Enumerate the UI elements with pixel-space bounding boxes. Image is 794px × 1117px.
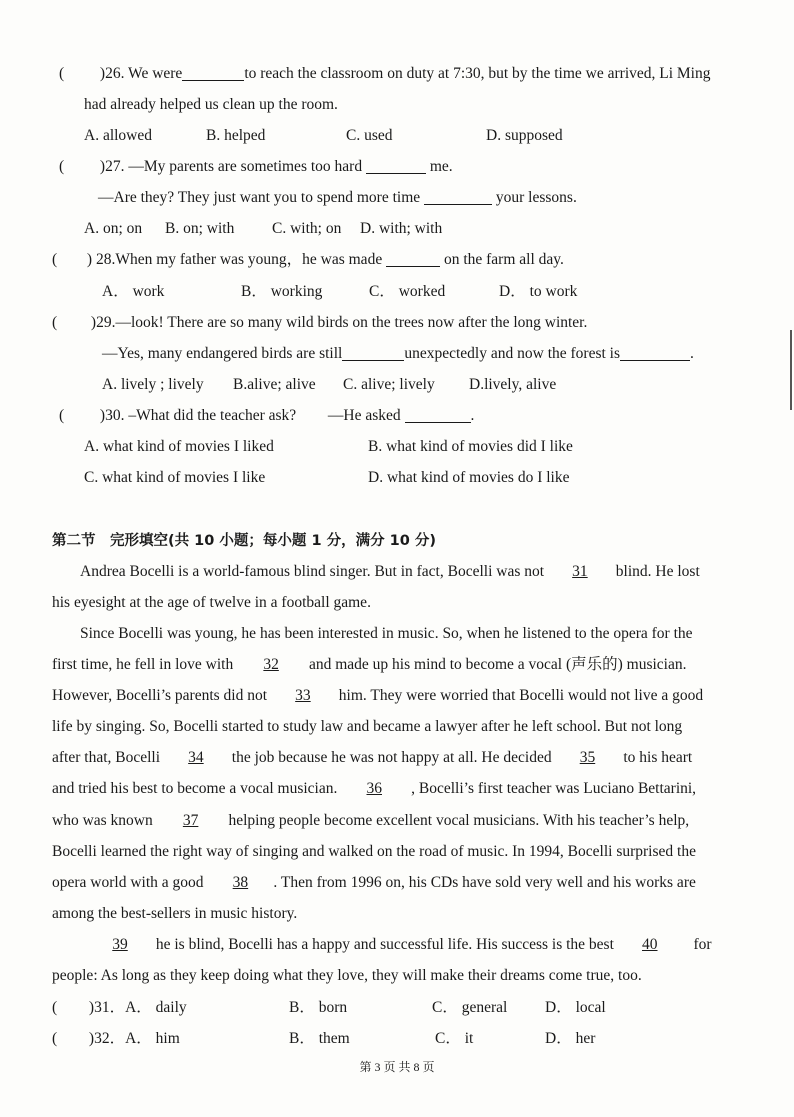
q27-stem-a: )27. —My parents are sometimes too hard [99,158,363,175]
q26-stem-line1 [59,64,711,84]
q31-option-d: D． local [545,999,606,1016]
q30-stem-c: . [470,407,475,424]
q28-stem-a: ) 28.When my father was young，he was made [86,251,383,268]
q28-blank [386,250,440,267]
q32-option-a: )32．A． him [88,1030,180,1047]
q30-stem-line1 [59,406,474,426]
q27-option-a: A. on; on [84,220,143,237]
q31-paren: ( [52,999,58,1016]
passage-p2-line2 [52,655,687,675]
passage-text: for [693,936,712,953]
q29-stem-line2 [102,344,694,364]
q30-stem-b: —He asked [327,407,401,424]
q27-option-c: C. with; on [272,220,342,237]
passage-text: Andrea Bocelli is a world-famous blind singer. But in fact, Bocelli was not [80,563,545,580]
q30-option-a: A. what kind of movies I liked [84,438,274,455]
passage-p2-line1: Since Bocelli was young, he has been interested in music. So, when he listened to the opera for the [80,625,693,642]
passage-p3-line2: people: As long as they keep doing what they love, they will make their dreams come true, too. [52,967,642,984]
q31-option-a: )31．A． daily [88,999,187,1016]
passage-text: who was known [52,812,153,829]
q27-stem-d: your lessons. [495,189,577,206]
passage-text: the job because he was not happy at all. He decided [231,749,552,766]
passage-p2-line6 [52,779,696,799]
q28-paren: ( [52,251,58,268]
q29-option-b: B.alive; alive [233,376,316,393]
q28-stem-b: on the farm all day. [443,251,564,268]
q26-option-a: A. allowed [84,127,153,144]
passage-p2-line3 [52,686,703,706]
blank-31: 31 [572,563,588,580]
passage-text: after that, Bocelli [52,749,161,766]
passage-text: However, Bocelli’s parents did not [52,687,268,704]
q29-stem-d: . [690,345,694,362]
passage-p2-line10: among the best-sellers in music history. [52,905,298,922]
q30-paren: ( [59,407,65,424]
passage-p1-line2: his eyesight at the age of twelve in a football game. [52,594,371,611]
q29-paren: ( [52,314,58,331]
q30-option-d: D. what kind of movies do I like [368,469,570,486]
q29-option-a: A. lively ; lively [102,376,204,393]
passage-text: him. They were worried that Bocelli would not live a good [338,687,704,704]
q30-stem-a: )30. –What did the teacher ask? [99,407,297,424]
passage-text: he is blind, Bocelli has a happy and successful life. His success is the best [155,936,614,953]
q26-blank [182,64,244,81]
passage-text: to his heart [623,749,693,766]
q26-option-b: B. helped [206,127,266,144]
q32-option-b: B． them [289,1030,350,1047]
passage-p2-line7 [52,811,689,831]
q27-paren: ( [59,158,65,175]
q27-stem-b: me. [429,158,453,175]
q28-option-b: B． working [241,283,323,300]
q32-option-d: D． her [545,1030,596,1047]
passage-text: , Bocelli’s first teacher was Luciano Bettarini, [411,780,697,797]
q27-stem-line2 [98,188,577,208]
blank-33: 33 [295,687,311,704]
scan-edge [790,330,792,410]
q26-option-d: D. supposed [486,127,563,144]
q29-stem-line1 [52,313,587,333]
passage-p2-line8: Bocelli learned the right way of singing and walked on the road of music. In 1994, Bocelli surprised the [52,843,696,860]
q29-blank2 [620,344,690,361]
q28-stem-line1 [52,250,564,270]
passage-p2-line9 [52,873,696,893]
blank-34: 34 [188,749,204,766]
q28-option-c: C． worked [369,283,446,300]
q27-stem-c: —Are they? They just want you to spend more time [98,189,421,206]
blank-39: 39 [112,936,128,953]
q31-row [52,998,187,1018]
q32-row [52,1029,180,1049]
page-footer: 第 3 页 共 8 页 [359,1060,435,1074]
q29-stem-c: unexpectedly and now the forest is [404,345,621,362]
q30-blank [405,406,471,423]
blank-38: 38 [232,874,249,891]
q29-option-d: D.lively, alive [469,376,557,393]
q27-stem-line1 [59,157,453,177]
passage-p1-line1 [80,562,700,582]
passage-text: and tried his best to become a vocal musician. [52,780,338,797]
q31-option-b: B． born [289,999,348,1016]
passage-p2-line5 [52,748,692,768]
q32-option-c: C． it [435,1030,474,1047]
q30-option-b: B. what kind of movies did I like [368,438,573,455]
blank-37: 37 [182,812,199,829]
section-heading: 第二节 完形填空(共 10 小题；每小题 1 分，满分 10 分) [52,533,436,549]
q26-paren: ( [59,65,65,82]
passage-text: blind. He lost [615,563,700,580]
q26-option-c: C. used [346,127,393,144]
q29-blank1 [342,344,404,361]
q29-option-c: C. alive; lively [343,376,435,393]
blank-40: 40 [642,936,658,953]
q30-option-c: C. what kind of movies I like [84,469,266,486]
q31-option-c: C． general [432,999,508,1016]
q26-stem-b: to reach the classroom on duty at 7:30, but by the time we arrived, Li Ming [244,65,711,82]
passage-p3-line1 [88,935,712,955]
q28-option-d: D． to work [499,283,578,300]
q32-paren: ( [52,1030,58,1047]
q27-option-d: D. with; with [360,220,443,237]
q27-option-b: B. on; with [165,220,235,237]
q29-stem-b: —Yes, many endangered birds are still [102,345,343,362]
passage-text: opera world with a good [52,874,204,891]
q28-option-a: A． work [102,283,165,300]
blank-36: 36 [366,780,382,797]
blank-32: 32 [263,656,279,673]
passage-text: and made up his mind to become a vocal (声乐的) musician. [308,656,687,673]
q27-blank1 [366,157,426,174]
passage-text: first time, he fell in love with [52,656,234,673]
q27-blank2 [424,188,492,205]
q26-stem-a: )26. We were [99,65,183,82]
q26-stem-line2: had already helped us clean up the room. [84,96,338,113]
blank-35: 35 [579,749,596,766]
passage-p2-line4: life by singing. So, Bocelli started to study law and became a lawyer after he left school. But not long [52,718,683,735]
q29-stem-a: )29.—look! There are so many wild birds on the trees now after the long winter. [90,314,588,331]
passage-text: helping people become excellent vocal musicians. With his teacher’s help, [228,812,690,829]
passage-text: . Then from 1996 on, his CDs have sold very well and his works are [273,874,696,891]
